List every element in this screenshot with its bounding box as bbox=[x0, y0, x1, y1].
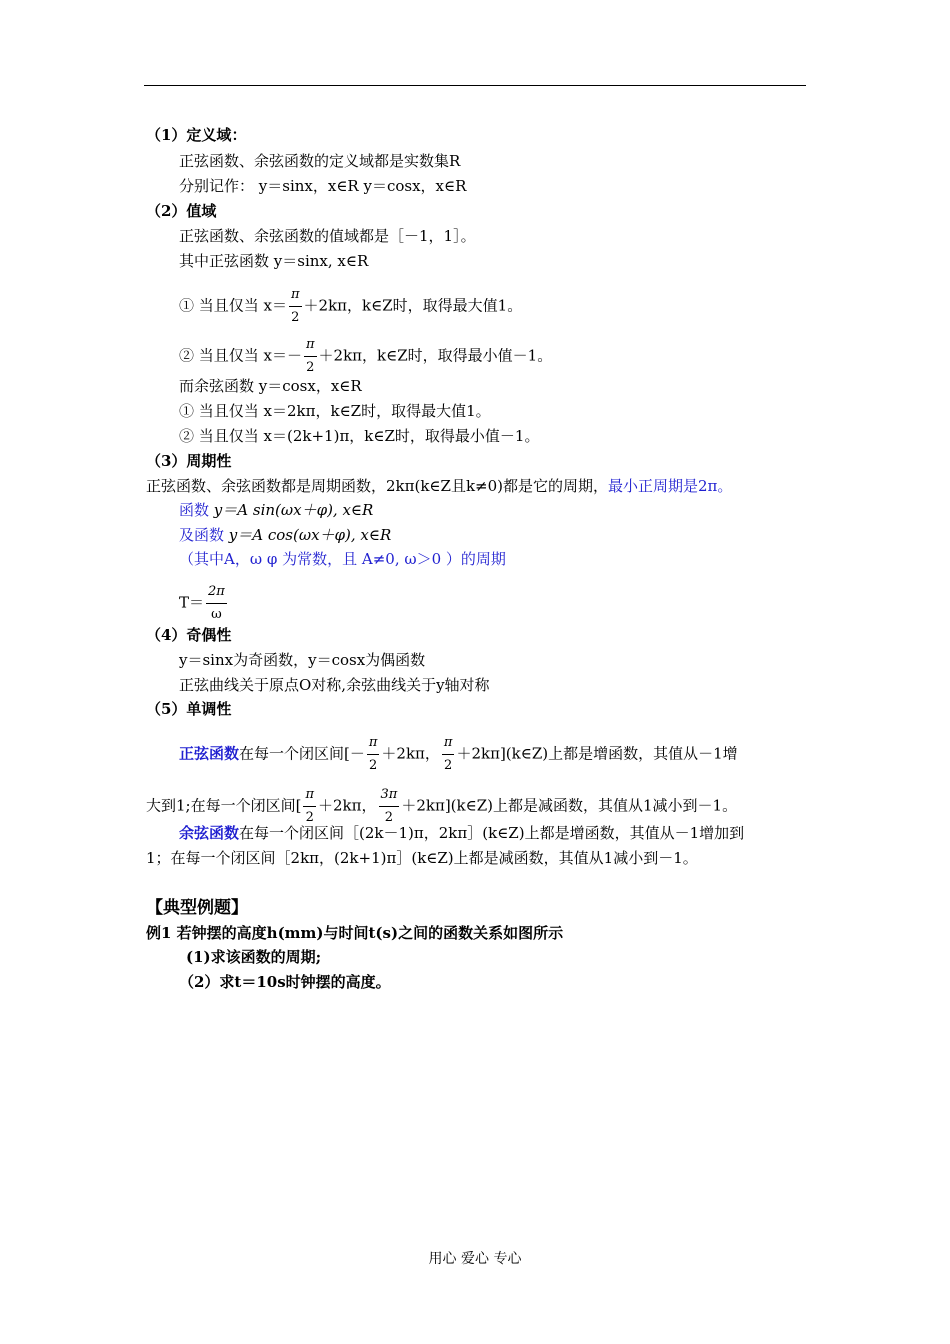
text: ＋2kπ](k∈Z)上都是减函数，其值从1减小到－1。 bbox=[401, 796, 738, 815]
fraction-numerator: 2π bbox=[206, 581, 227, 604]
text: ＋2kπ， bbox=[318, 796, 377, 815]
fraction bbox=[304, 334, 317, 379]
domain-line-2: 分别记作： y＝sinx，x∈R y＝cosx，x∈R bbox=[179, 177, 467, 195]
fraction-denominator: 2 bbox=[384, 810, 394, 825]
formula-label: 函数 bbox=[179, 501, 210, 519]
sin-max-post: ＋2kπ，k∈Z时，取得最大值1。 bbox=[303, 296, 523, 315]
sin-max-pre: ① 当且仅当 x＝ bbox=[179, 296, 287, 315]
formula-label: 及函数 bbox=[179, 526, 225, 544]
period-formula bbox=[179, 581, 229, 626]
fraction bbox=[442, 732, 455, 777]
cos-intro: 而余弦函数 y＝cosx，x∈R bbox=[179, 377, 362, 395]
section-title-monotonic: （5）单调性 bbox=[146, 700, 232, 718]
cos-mono-line-1 bbox=[179, 823, 744, 843]
sin-min-pre: ② 当且仅当 x＝－ bbox=[179, 346, 302, 365]
period-text: 正弦函数、余弦函数都是周期函数，2kπ(k∈Z且k≠0)都是它的周期， bbox=[146, 477, 609, 495]
sin-label: 正弦函数 bbox=[179, 744, 240, 763]
text: 大到1;在每一个闭区间[ bbox=[146, 796, 302, 815]
fraction-denominator: 2 bbox=[305, 810, 314, 825]
cos-label: 余弦函数 bbox=[179, 824, 240, 842]
parity-line-1: y＝sinx为奇函数，y＝cosx为偶函数 bbox=[179, 651, 426, 669]
cos-max-line: ① 当且仅当 x＝2kπ，k∈Z时，取得最大值1。 bbox=[179, 402, 491, 420]
fraction-denominator: 2 bbox=[444, 758, 453, 773]
examples-title: 【典型例题】 bbox=[146, 898, 248, 918]
fraction-denominator: 2 bbox=[369, 758, 378, 773]
range-line-2: 其中正弦函数 y＝sinx, x∈R bbox=[179, 252, 369, 270]
sin-max-line bbox=[179, 284, 522, 329]
min-period-text: 最小正周期是2π。 bbox=[608, 477, 733, 495]
page-footer: 用心 爱心 专心 bbox=[428, 1251, 522, 1267]
formula: y＝A cos(ωx＋φ), x∈R bbox=[228, 526, 392, 544]
fraction bbox=[206, 581, 227, 626]
formula-sin bbox=[179, 500, 373, 520]
sin-mono-line-1 bbox=[179, 732, 738, 777]
example-question: 例1 若钟摆的高度h(mm)与时间t(s)之间的函数关系如图所示 bbox=[146, 924, 564, 942]
formula-cos bbox=[179, 525, 391, 545]
period-T: T＝ bbox=[179, 593, 205, 612]
cos-min-line: ② 当且仅当 x＝(2k+1)π，k∈Z时，取得最小值－1。 bbox=[179, 427, 540, 445]
parity-line-2: 正弦曲线关于原点O对称,余弦曲线关于y轴对称 bbox=[179, 676, 490, 694]
fraction-numerator: π bbox=[367, 732, 380, 755]
fraction-numerator: 3π bbox=[379, 784, 400, 807]
text: 在每一个闭区间[－ bbox=[239, 744, 365, 763]
fraction-numerator: π bbox=[303, 784, 316, 807]
section-title-domain: （1）定义域： bbox=[146, 126, 247, 144]
text: 在每一个闭区间［(2k－1)π，2kπ］(k∈Z)上都是增函数，其值从－1增加到 bbox=[239, 824, 745, 842]
fraction bbox=[367, 732, 380, 777]
fraction-numerator: π bbox=[304, 334, 317, 357]
fraction bbox=[289, 284, 302, 329]
fraction-denominator: ω bbox=[211, 607, 222, 622]
fraction-numerator: π bbox=[289, 284, 302, 307]
cos-mono-line-2: 1；在每一个闭区间［2kπ，(2k+1)π］(k∈Z)上都是减函数，其值从1减小到－1。 bbox=[146, 849, 698, 867]
section-title-period: （3）周期性 bbox=[146, 452, 232, 470]
section-title-range: （2）值域 bbox=[146, 202, 217, 220]
period-note: （其中A，ω φ 为常数，且 A≠0, ω＞0 ）的周期 bbox=[179, 550, 506, 568]
example-part-1: (1)求该函数的周期; bbox=[186, 948, 322, 966]
fraction-denominator: 2 bbox=[291, 310, 300, 325]
text: ＋2kπ， bbox=[381, 744, 440, 763]
text: ＋2kπ](k∈Z)上都是增函数，其值从－1增 bbox=[456, 744, 738, 763]
period-line-1 bbox=[146, 476, 732, 496]
range-line-1: 正弦函数、余弦函数的值域都是［－1，1］。 bbox=[179, 227, 476, 245]
section-title-parity: （4）奇偶性 bbox=[146, 626, 232, 644]
formula: y＝A sin(ωx＋φ), x∈R bbox=[213, 501, 374, 519]
fraction-numerator: π bbox=[442, 732, 455, 755]
sin-min-line bbox=[179, 334, 552, 379]
example-part-2: （2）求t＝10s时钟摆的高度。 bbox=[179, 973, 391, 991]
domain-line-1: 正弦函数、余弦函数的定义域都是实数集R bbox=[179, 152, 461, 170]
sin-min-post: ＋2kπ，k∈Z时，取得最小值－1。 bbox=[318, 346, 553, 365]
fraction-denominator: 2 bbox=[306, 360, 315, 375]
header-rule bbox=[144, 85, 806, 86]
